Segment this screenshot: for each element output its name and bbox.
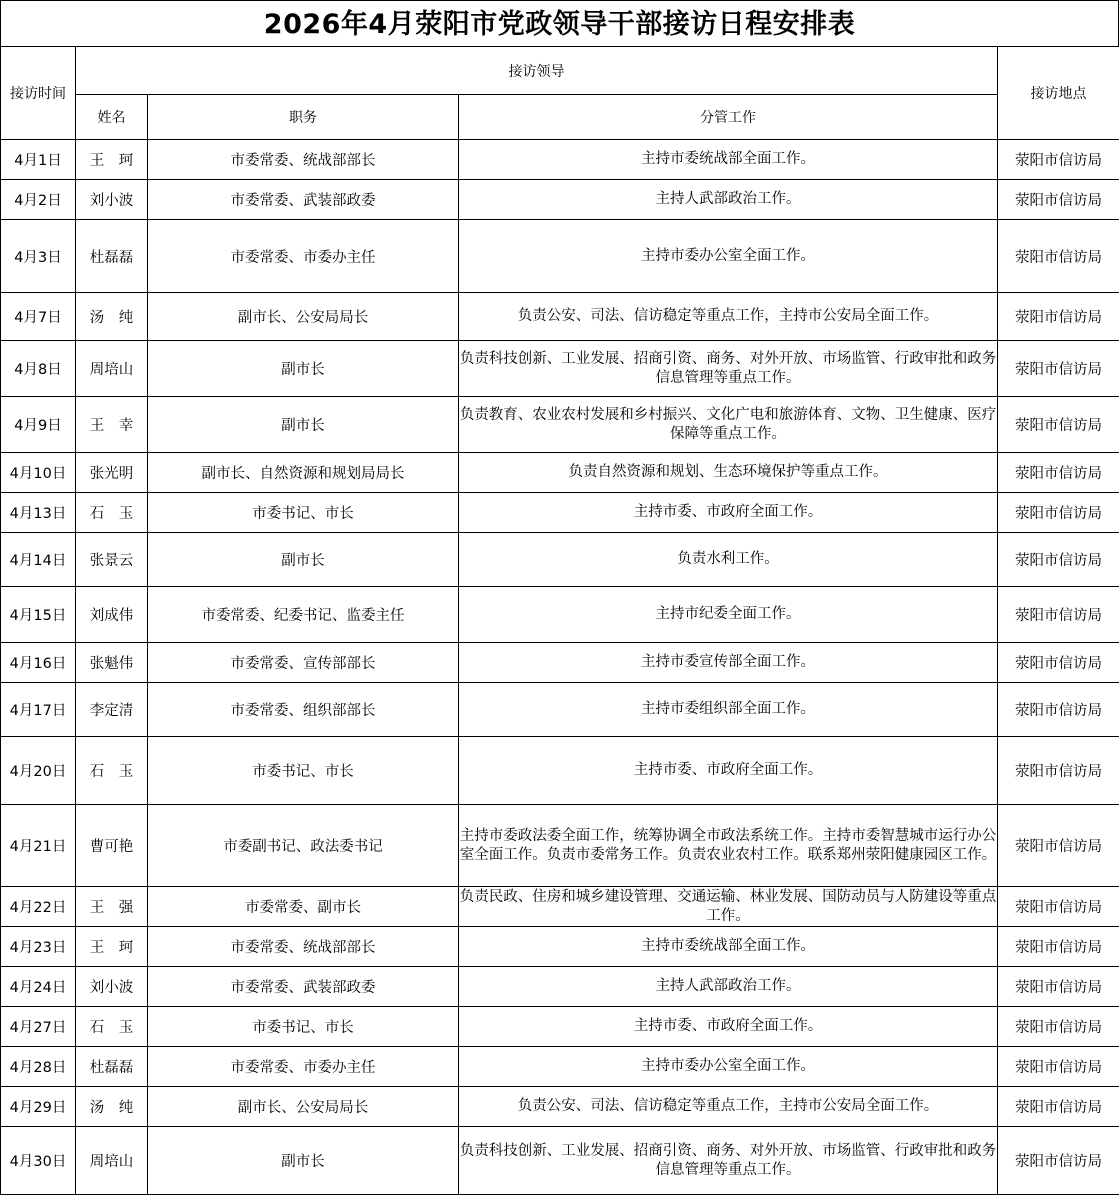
table-row — [1, 1087, 1119, 1127]
table-row — [1, 453, 1119, 493]
name-cell: 王 珂 — [76, 140, 148, 180]
position-cell: 市委常委、武装部政委 — [148, 180, 459, 220]
table-row — [1, 1127, 1119, 1195]
position-cell: 副市长 — [148, 341, 459, 397]
duties-cell: 主持市委办公室全面工作。 — [459, 220, 998, 293]
name-cell: 曹可艳 — [76, 805, 148, 887]
position-cell: 市委常委、宣传部部长 — [148, 643, 459, 683]
name-cell: 石 玉 — [76, 493, 148, 533]
table-row — [1, 683, 1119, 737]
name-cell: 石 玉 — [76, 737, 148, 805]
name-cell: 张魁伟 — [76, 643, 148, 683]
table-row — [1, 587, 1119, 643]
location-cell: 荥阳市信访局 — [998, 1087, 1119, 1127]
location-cell: 荥阳市信访局 — [998, 180, 1119, 220]
date-cell: 4月21日 — [1, 805, 76, 887]
location-cell: 荥阳市信访局 — [998, 587, 1119, 643]
duties-cell: 主持市委、市政府全面工作。 — [459, 737, 998, 805]
date-cell: 4月9日 — [1, 397, 76, 453]
position-cell: 市委副书记、政法委书记 — [148, 805, 459, 887]
date-cell: 4月8日 — [1, 341, 76, 397]
duties-cell: 主持市委统战部全面工作。 — [459, 140, 998, 180]
duties-cell: 主持市委、市政府全面工作。 — [459, 493, 998, 533]
table-row — [1, 927, 1119, 967]
header-duties: 分管工作 — [459, 95, 998, 140]
date-cell: 4月1日 — [1, 140, 76, 180]
position-cell: 市委常委、统战部部长 — [148, 140, 459, 180]
location-cell: 荥阳市信访局 — [998, 493, 1119, 533]
location-cell: 荥阳市信访局 — [998, 683, 1119, 737]
table-row — [1, 493, 1119, 533]
location-cell: 荥阳市信访局 — [998, 293, 1119, 341]
location-cell: 荥阳市信访局 — [998, 887, 1119, 927]
position-cell: 市委常委、组织部部长 — [148, 683, 459, 737]
duties-cell: 主持人武部政治工作。 — [459, 967, 998, 1007]
duties-cell: 主持市委统战部全面工作。 — [459, 927, 998, 967]
duties-cell: 负责公安、司法、信访稳定等重点工作，主持市公安局全面工作。 — [459, 1087, 998, 1127]
date-cell: 4月20日 — [1, 737, 76, 805]
date-cell: 4月13日 — [1, 493, 76, 533]
duties-cell: 负责自然资源和规划、生态环境保护等重点工作。 — [459, 453, 998, 493]
name-cell: 王 强 — [76, 887, 148, 927]
date-cell: 4月10日 — [1, 453, 76, 493]
table-row — [1, 293, 1119, 341]
name-cell: 周培山 — [76, 1127, 148, 1195]
location-cell: 荥阳市信访局 — [998, 1007, 1119, 1047]
duties-cell: 负责公安、司法、信访稳定等重点工作，主持市公安局全面工作。 — [459, 293, 998, 341]
position-cell: 副市长、自然资源和规划局局长 — [148, 453, 459, 493]
table-row — [1, 737, 1119, 805]
location-cell: 荥阳市信访局 — [998, 533, 1119, 587]
date-cell: 4月22日 — [1, 887, 76, 927]
date-cell: 4月29日 — [1, 1087, 76, 1127]
duties-cell: 负责科技创新、工业发展、招商引资、商务、对外开放、市场监管、行政审批和政务信息管理等重点工作。 — [459, 1127, 998, 1195]
name-cell: 张景云 — [76, 533, 148, 587]
duties-cell: 负责水利工作。 — [459, 533, 998, 587]
table-row — [1, 967, 1119, 1007]
table-row — [1, 1007, 1119, 1047]
date-cell: 4月28日 — [1, 1047, 76, 1087]
table-row — [1, 341, 1119, 397]
location-cell: 荥阳市信访局 — [998, 805, 1119, 887]
table-row — [1, 180, 1119, 220]
table-row — [1, 805, 1119, 887]
duties-cell: 主持市委政法委全面工作，统筹协调全市政法系统工作。主持市委智慧城市运行办公室全面工作。负责市委常务工作。负责农业农村工作。联系郑州荥阳健康园区工作。 — [459, 805, 998, 887]
duties-cell: 主持市委、市政府全面工作。 — [459, 1007, 998, 1047]
date-cell: 4月23日 — [1, 927, 76, 967]
position-cell: 副市长、公安局局长 — [148, 1087, 459, 1127]
date-cell: 4月3日 — [1, 220, 76, 293]
name-cell: 汤 纯 — [76, 1087, 148, 1127]
location-cell: 荥阳市信访局 — [998, 220, 1119, 293]
name-cell: 杜磊磊 — [76, 1047, 148, 1087]
name-cell: 石 玉 — [76, 1007, 148, 1047]
duties-cell: 负责教育、农业农村发展和乡村振兴、文化广电和旅游体育、文物、卫生健康、医疗保障等重点工作。 — [459, 397, 998, 453]
name-cell: 刘小波 — [76, 967, 148, 1007]
schedule-rows — [1, 140, 1119, 1195]
location-cell: 荥阳市信访局 — [998, 341, 1119, 397]
date-cell: 4月17日 — [1, 683, 76, 737]
header-name: 姓名 — [76, 95, 148, 140]
position-cell: 市委常委、副市长 — [148, 887, 459, 927]
location-cell: 荥阳市信访局 — [998, 1127, 1119, 1195]
duties-cell: 负责科技创新、工业发展、招商引资、商务、对外开放、市场监管、行政审批和政务信息管理等重点工作。 — [459, 341, 998, 397]
location-cell: 荥阳市信访局 — [998, 737, 1119, 805]
duties-cell: 主持人武部政治工作。 — [459, 180, 998, 220]
name-cell: 王 珂 — [76, 927, 148, 967]
schedule-table — [0, 46, 1119, 1195]
header-time: 接访时间 — [1, 47, 76, 140]
position-cell: 市委书记、市长 — [148, 1007, 459, 1047]
table-row — [1, 1047, 1119, 1087]
table-row — [1, 220, 1119, 293]
date-cell: 4月15日 — [1, 587, 76, 643]
position-cell: 市委常委、市委办主任 — [148, 1047, 459, 1087]
name-cell: 周培山 — [76, 341, 148, 397]
table-row — [1, 140, 1119, 180]
position-cell: 市委书记、市长 — [148, 737, 459, 805]
location-cell: 荥阳市信访局 — [998, 140, 1119, 180]
location-cell: 荥阳市信访局 — [998, 927, 1119, 967]
position-cell: 副市长 — [148, 1127, 459, 1195]
position-cell: 市委常委、市委办主任 — [148, 220, 459, 293]
date-cell: 4月14日 — [1, 533, 76, 587]
duties-cell: 主持市委宣传部全面工作。 — [459, 643, 998, 683]
name-cell: 王 幸 — [76, 397, 148, 453]
header-location: 接访地点 — [998, 47, 1119, 140]
position-cell: 市委常委、统战部部长 — [148, 927, 459, 967]
duties-cell: 主持市委组织部全面工作。 — [459, 683, 998, 737]
location-cell: 荥阳市信访局 — [998, 967, 1119, 1007]
location-cell: 荥阳市信访局 — [998, 1047, 1119, 1087]
table-row — [1, 643, 1119, 683]
duties-cell: 主持市纪委全面工作。 — [459, 587, 998, 643]
position-cell: 副市长 — [148, 533, 459, 587]
date-cell: 4月16日 — [1, 643, 76, 683]
position-cell: 市委常委、武装部政委 — [148, 967, 459, 1007]
position-cell: 市委常委、纪委书记、监委主任 — [148, 587, 459, 643]
date-cell: 4月30日 — [1, 1127, 76, 1195]
table-row — [1, 887, 1119, 927]
position-cell: 副市长、公安局局长 — [148, 293, 459, 341]
name-cell: 刘小波 — [76, 180, 148, 220]
date-cell: 4月2日 — [1, 180, 76, 220]
header-leaders: 接访领导 — [76, 47, 998, 95]
position-cell: 市委书记、市长 — [148, 493, 459, 533]
table-row — [1, 533, 1119, 587]
location-cell: 荥阳市信访局 — [998, 643, 1119, 683]
name-cell: 张光明 — [76, 453, 148, 493]
date-cell: 4月24日 — [1, 967, 76, 1007]
location-cell: 荥阳市信访局 — [998, 453, 1119, 493]
date-cell: 4月7日 — [1, 293, 76, 341]
name-cell: 刘成伟 — [76, 587, 148, 643]
name-cell: 李定清 — [76, 683, 148, 737]
date-cell: 4月27日 — [1, 1007, 76, 1047]
header-position: 职务 — [148, 95, 459, 140]
location-cell: 荥阳市信访局 — [998, 397, 1119, 453]
page-title: 2026年4月荥阳市党政领导干部接访日程安排表 — [0, 0, 1119, 46]
duties-cell: 负责民政、住房和城乡建设管理、交通运输、林业发展、国防动员与人防建设等重点工作。 — [459, 887, 998, 927]
name-cell: 汤 纯 — [76, 293, 148, 341]
table-row — [1, 397, 1119, 453]
position-cell: 副市长 — [148, 397, 459, 453]
duties-cell: 主持市委办公室全面工作。 — [459, 1047, 998, 1087]
name-cell: 杜磊磊 — [76, 220, 148, 293]
